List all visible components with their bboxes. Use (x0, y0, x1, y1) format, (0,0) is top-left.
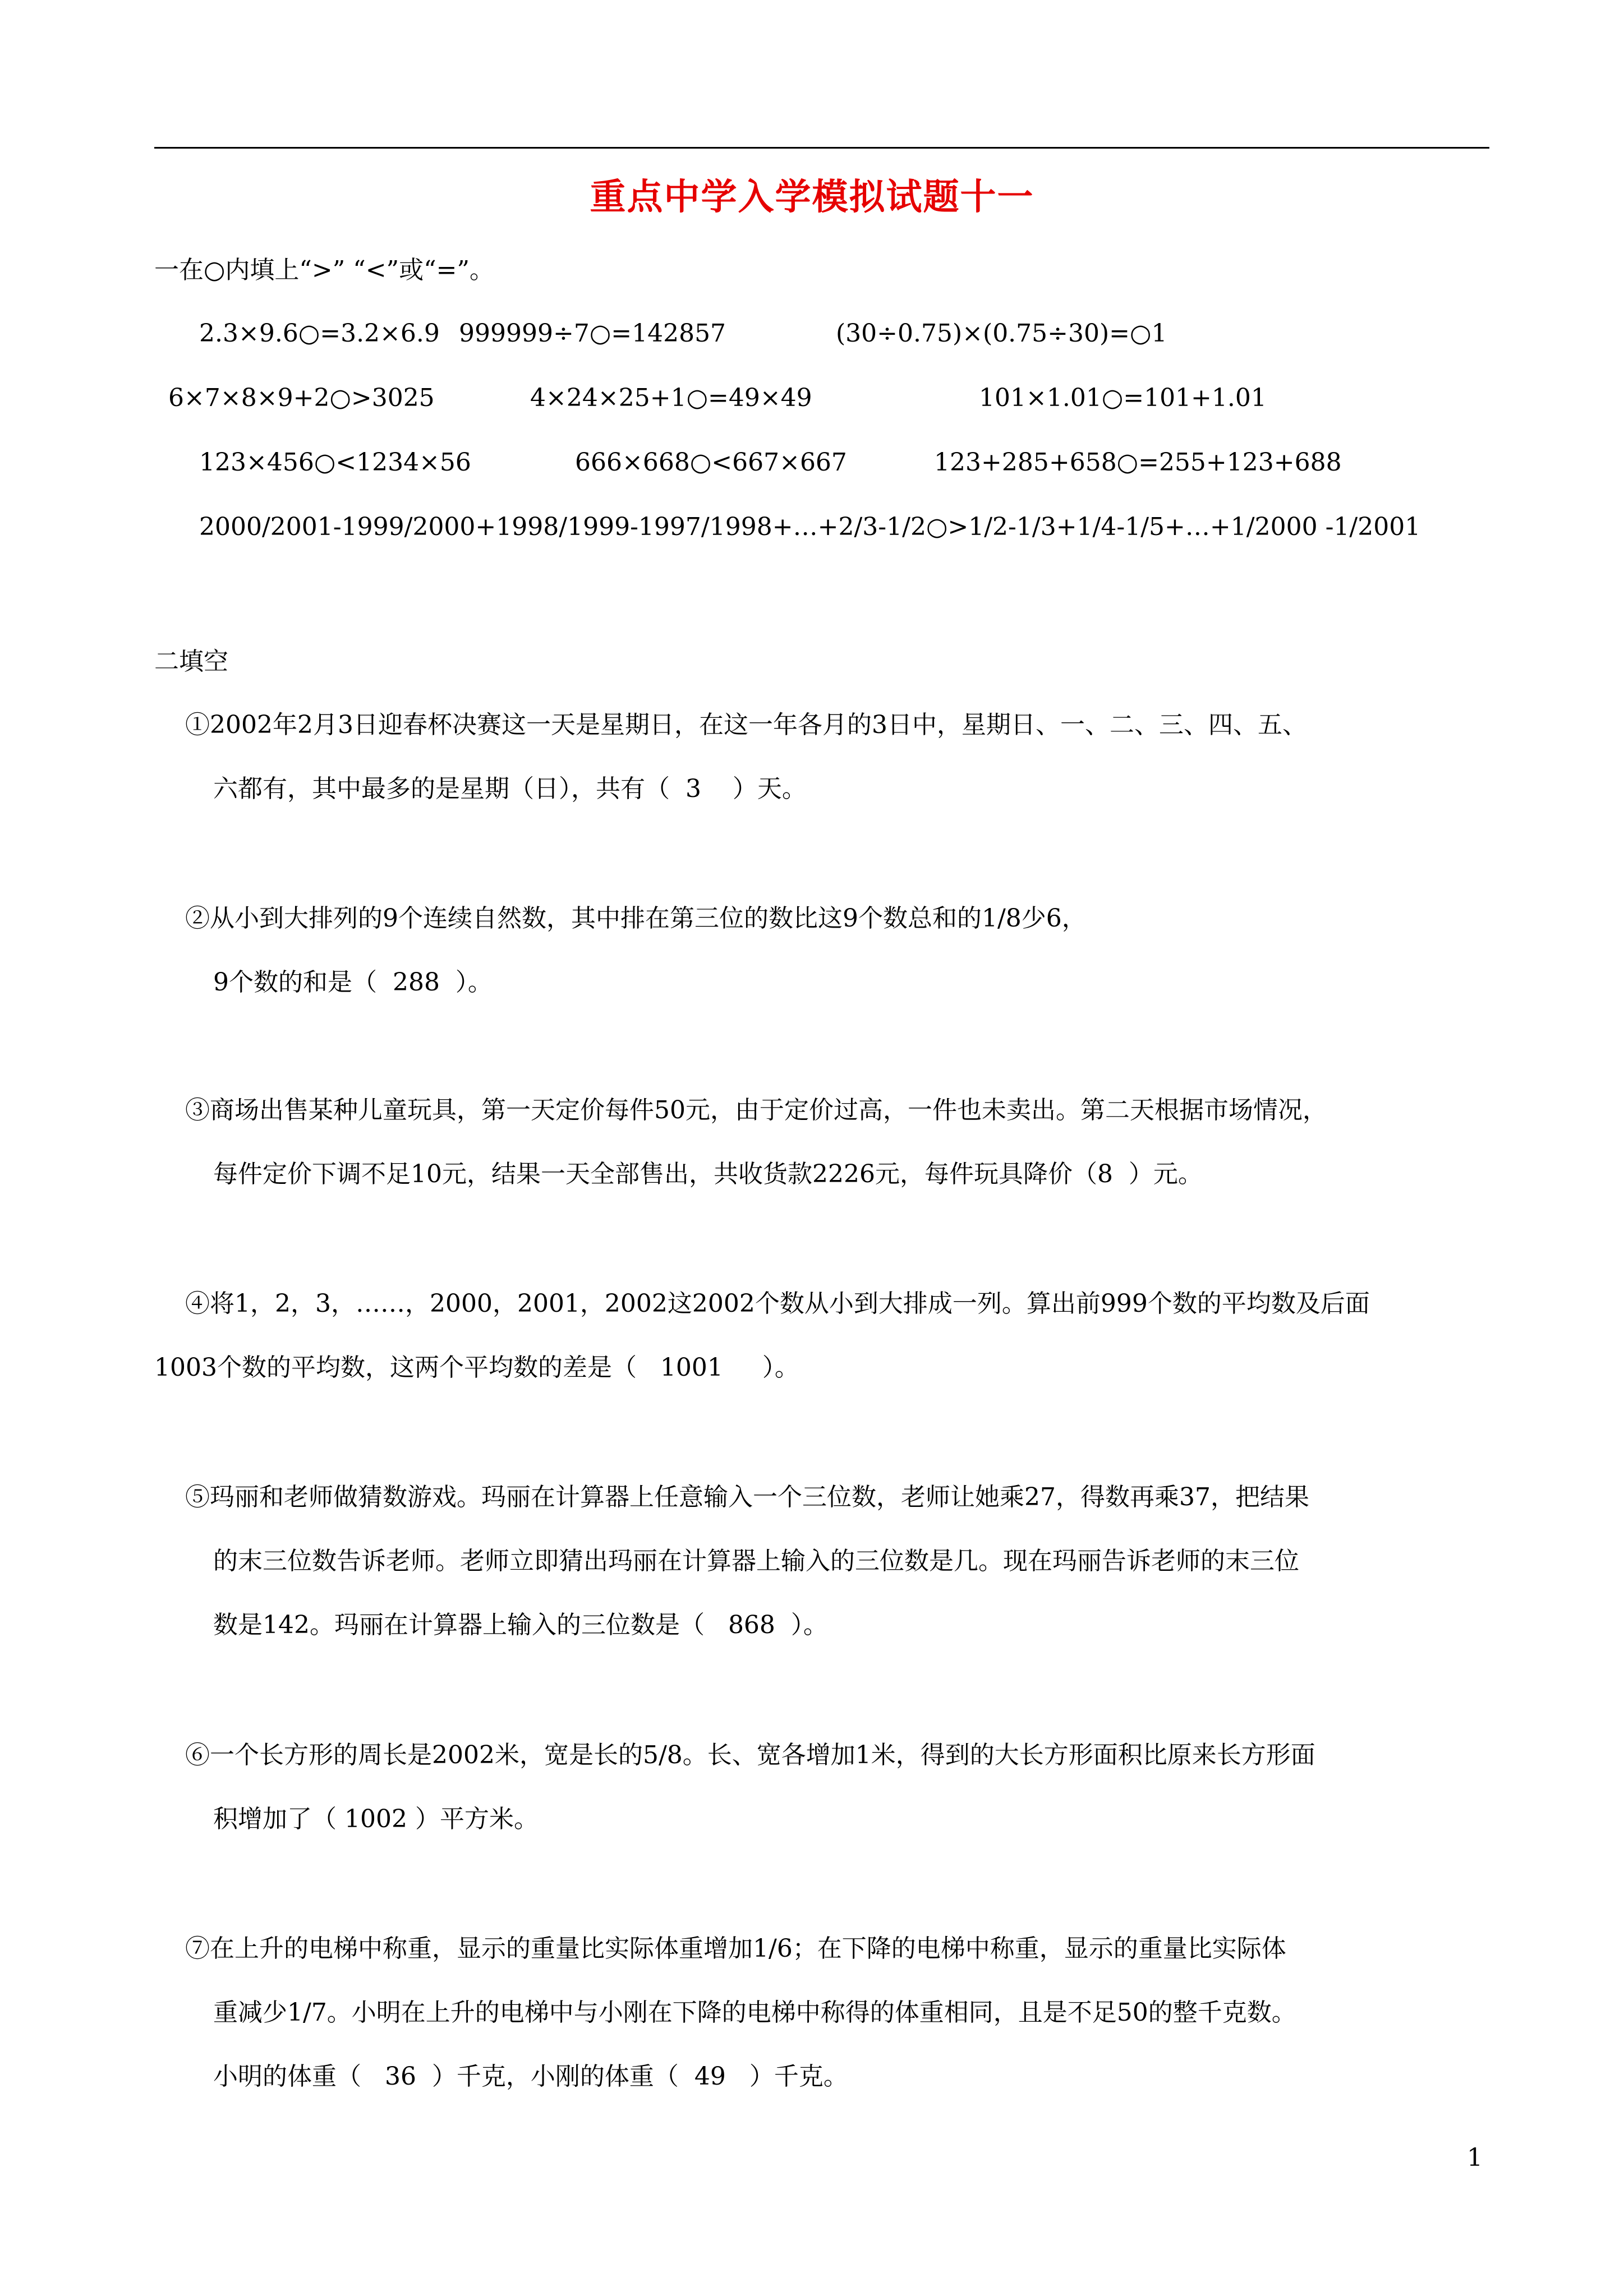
header-rule (154, 147, 1489, 149)
question-1-line-2: 六都有，其中最多的是星期（日），共有（ 3 ）天。 (213, 774, 807, 803)
question-3-line-2: 每件定价下调不足10元，结果一天全部售出，共收货款2226元，每件玩具降价（8 ）元。 (213, 1160, 1203, 1188)
page-title: 重点中学入学模拟试题十一 (590, 176, 1034, 218)
section1-row3-item3: 123+285+658○=255+123+688 (934, 448, 1342, 477)
section1-row2-item1: 6×7×8×9+2○>3025 (168, 384, 435, 412)
question-4-line-2: 1003个数的平均数，这两个平均数的差是（ 1001 ）。 (154, 1353, 799, 1382)
section1-row4-item1: 2000/2001-1999/2000+1998/1999-1997/1998+…+2/3-1/2○>1/2-1/3+1/4-1/5+…+1/2000 -1/2001 (199, 513, 1421, 541)
section1-row2-item2: 4×24×25+1○=49×49 (530, 384, 812, 412)
question-5-line-2: 的末三位数告诉老师。老师立即猜出玛丽在计算器上输入的三位数是几。现在玛丽告诉老师的末三位 (213, 1547, 1299, 1575)
question-1-line-1: ①2002年2月3日迎春杯决赛这一天是星期日，在这一年各月的3日中，星期日、一、二、三、四、五、 (185, 711, 1307, 739)
section1-row1-item1: 2.3×9.6○=3.2×6.9 (199, 319, 440, 348)
section1-row3-item2: 666×668○<667×667 (575, 448, 847, 477)
question-2-line-1: ②从小到大排列的9个连续自然数，其中排在第三位的数比这9个数总和的1/8少6， (185, 904, 1087, 933)
section2-heading: 二填空 (154, 647, 228, 676)
question-5-line-1: ⑤玛丽和老师做猜数游戏。玛丽在计算器上任意输入一个三位数，老师让她乘27，得数再乘37，把结果 (185, 1483, 1309, 1511)
section1-row1-item2: 999999÷7○=142857 (459, 319, 726, 348)
section1-row3-item1: 123×456○<1234×56 (199, 448, 471, 477)
question-7-line-3: 小明的体重（ 36 ）千克，小刚的体重（ 49 ）千克。 (213, 2062, 848, 2091)
question-7-line-1: ⑦在上升的电梯中称重，显示的重量比实际体重增加1/6；在下降的电梯中称重，显示的重量比实际体 (185, 1934, 1286, 1963)
question-6-line-2: 积增加了（ 1002 ）平方米。 (213, 1805, 539, 1833)
section1-row1-item3: (30÷0.75)×(0.75÷30)=○1 (836, 319, 1167, 348)
question-5-line-3: 数是142。玛丽在计算器上输入的三位数是（ 868 ）。 (213, 1611, 828, 1639)
question-7-line-2: 重减少1/7。小明在上升的电梯中与小刚在下降的电梯中称得的体重相同，且是不足50的整千克数。 (213, 1998, 1296, 2027)
question-4-line-1: ④将1，2，3，……，2000，2001，2002这2002个数从小到大排成一列。算出前999个数的平均数及后面 (185, 1289, 1370, 1318)
question-2-line-2: 9个数的和是（ 288 ）。 (213, 968, 493, 997)
section1-row2-item3: 101×1.01○=101+1.01 (979, 384, 1267, 412)
question-3-line-1: ③商场出售某种儿童玩具，第一天定价每件50元，由于定价过高，一件也未卖出。第二天根据市场情况， (185, 1096, 1327, 1124)
page-number: 1 (1467, 2143, 1483, 2172)
question-6-line-1: ⑥一个长方形的周长是2002米，宽是长的5/8。长、宽各增加1米，得到的大长方形面积比原来长方形面 (185, 1741, 1315, 1769)
section1-heading: 一在○内填上“>” “<”或“=”。 (154, 256, 494, 284)
